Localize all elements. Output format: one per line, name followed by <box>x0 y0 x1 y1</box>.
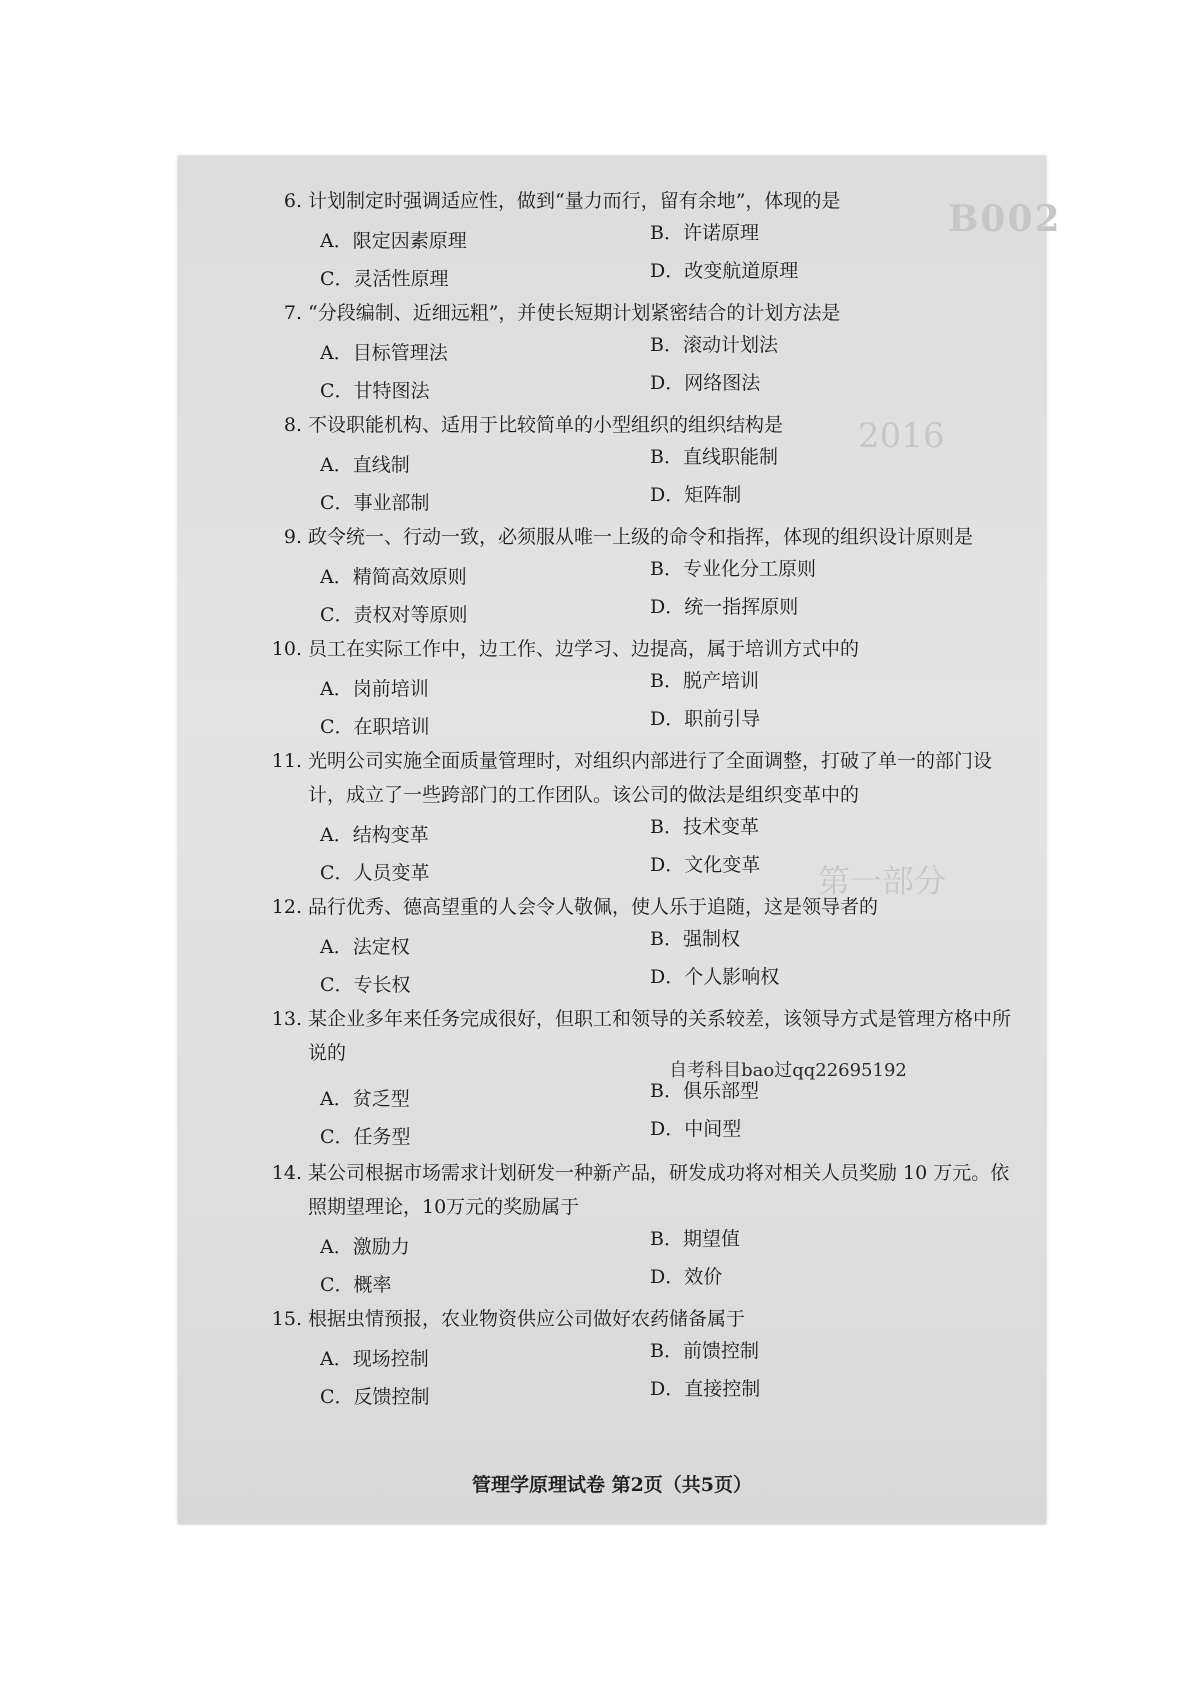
option-b: B．技术变革 <box>650 816 759 838</box>
question-number: 11. <box>271 750 302 772</box>
question-stem: 政令统一、行动一致，必须服从唯一上级的命令和指挥，体现的组织设计原则是 <box>308 526 974 548</box>
option-d: D．效价 <box>650 1266 723 1288</box>
question-number: 14. <box>271 1162 302 1184</box>
option-b: B．许诺原理 <box>650 222 759 244</box>
question-stem: 光明公司实施全面质量管理时，对组织内部进行了全面调整，打破了单一的部门设计，成立了一些跨部门的工作团队。该公司的做法是组织变革中的 <box>308 750 993 806</box>
page-footer: 管理学原理试卷 第2页（共5页） <box>471 1474 753 1496</box>
option-a: A．现场控制 <box>320 1348 429 1370</box>
question-12 <box>178 890 1046 996</box>
option-a: A．限定因素原理 <box>320 230 467 252</box>
option-b: B．俱乐部型 <box>650 1080 759 1102</box>
question-number: 13. <box>271 1008 302 1030</box>
option-a: A．激励力 <box>320 1236 410 1258</box>
option-d: D．个人影响权 <box>650 966 780 988</box>
exam-page <box>178 156 1062 1524</box>
question-number: 9. <box>283 526 302 548</box>
question-list <box>178 156 1046 1456</box>
question-14 <box>178 1156 1046 1296</box>
option-c: C．任务型 <box>320 1126 411 1148</box>
bleed-through-code: B002 <box>948 198 1062 240</box>
option-d: D．文化变革 <box>650 854 761 876</box>
option-a: A．目标管理法 <box>320 342 448 364</box>
question-8 <box>178 408 1046 514</box>
question-stem: 不设职能机构、适用于比较简单的小型组织的组织结构是 <box>308 414 784 436</box>
option-d: D．矩阵制 <box>650 484 742 506</box>
bleed-through-section: 第一部分 <box>818 862 947 900</box>
question-number: 6. <box>283 190 302 212</box>
question-number: 12. <box>271 896 302 918</box>
question-stem: 某公司根据市场需求计划研发一种新产品，研发成功将对相关人员奖励 10 万元。依照期望理论，10万元的奖励属于 <box>308 1162 1010 1218</box>
option-a: A．直线制 <box>320 454 410 476</box>
question-stem: 计划制定时强调适应性，做到“量力而行，留有余地”，体现的是 <box>308 190 841 212</box>
option-a: A．结构变革 <box>320 824 429 846</box>
option-a: A．贫乏型 <box>320 1088 410 1110</box>
question-stem: 品行优秀、德高望重的人会令人敬佩，使人乐于追随，这是领导者的 <box>308 896 879 918</box>
option-c: C．概率 <box>320 1274 392 1296</box>
question-15 <box>178 1302 1046 1408</box>
bleed-through-year: 2016 <box>858 416 945 456</box>
question-stem: 员工在实际工作中，边工作、边学习、边提高，属于培训方式中的 <box>308 638 860 660</box>
question-9 <box>178 520 1046 626</box>
question-number: 10. <box>271 638 302 660</box>
question-number: 8. <box>283 414 302 436</box>
option-c: C．反馈控制 <box>320 1386 430 1408</box>
option-b: B．滚动计划法 <box>650 334 778 356</box>
question-6 <box>178 184 1046 290</box>
question-stem: 某企业多年来任务完成很好，但职工和领导的关系较差，该领导方式是管理方格中所说的 <box>308 1008 1012 1064</box>
option-d: D．中间型 <box>650 1118 742 1140</box>
option-b: B．强制权 <box>650 928 740 950</box>
question-number: 7. <box>283 302 302 324</box>
option-b: B．脱产培训 <box>650 670 759 692</box>
option-d: D．网络图法 <box>650 372 761 394</box>
option-c: C．甘特图法 <box>320 380 430 402</box>
option-b: B．专业化分工原则 <box>650 558 816 580</box>
option-c: C．专长权 <box>320 974 411 996</box>
question-7 <box>178 296 1046 402</box>
watermark-text: 自考科目bao过qq22695192 <box>669 1060 907 1081</box>
option-d: D．改变航道原理 <box>650 260 799 282</box>
option-b: B．直线职能制 <box>650 446 778 468</box>
option-c: C．灵活性原理 <box>320 268 449 290</box>
option-c: C．事业部制 <box>320 492 430 514</box>
question-10 <box>178 632 1046 738</box>
option-d: D．直接控制 <box>650 1378 761 1400</box>
question-number: 15. <box>271 1308 302 1330</box>
option-d: D．统一指挥原则 <box>650 596 799 618</box>
question-stem: 根据虫情预报，农业物资供应公司做好农药储备属于 <box>308 1308 746 1330</box>
question-11 <box>178 744 1046 884</box>
option-b: B．前馈控制 <box>650 1340 759 1362</box>
option-a: A．法定权 <box>320 936 410 958</box>
option-b: B．期望值 <box>650 1228 740 1250</box>
option-a: A．精简高效原则 <box>320 566 467 588</box>
option-c: C．人员变革 <box>320 862 430 884</box>
option-d: D．职前引导 <box>650 708 761 730</box>
option-c: C．在职培训 <box>320 716 430 738</box>
option-c: C．责权对等原则 <box>320 604 468 626</box>
question-stem: “分段编制、近细远粗”，并使长短期计划紧密结合的计划方法是 <box>308 302 841 324</box>
option-a: A．岗前培训 <box>320 678 429 700</box>
